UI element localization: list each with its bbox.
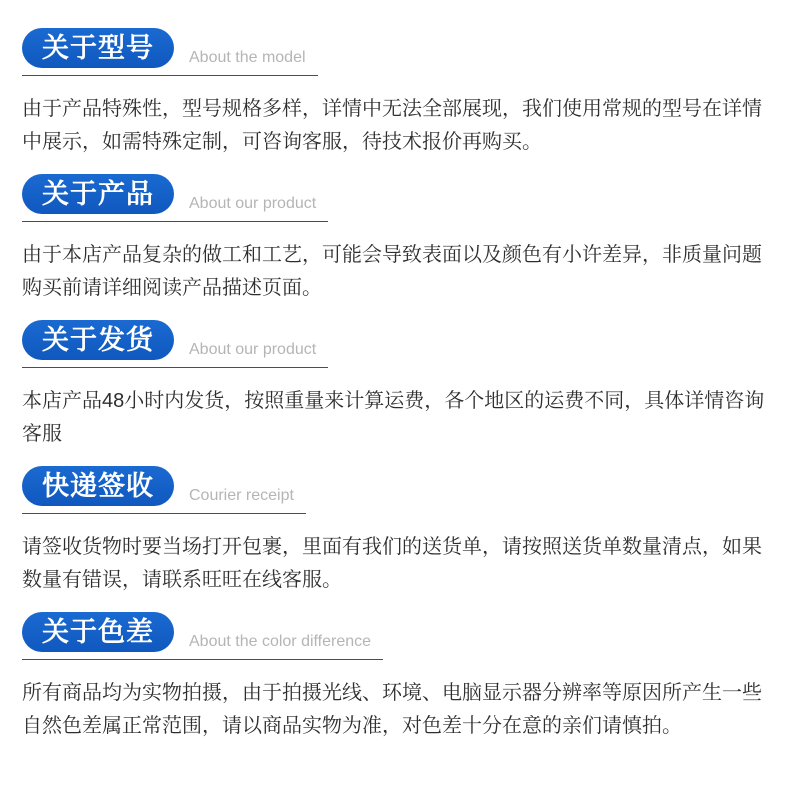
info-section <box>22 320 769 451</box>
notice-sections-container <box>22 28 769 743</box>
section-subtitle-en: About the color difference <box>189 633 372 650</box>
section-title-badge <box>22 466 174 506</box>
section-header <box>22 466 306 514</box>
section-body-text: 所有商品均为实物拍摄，由于拍摄光线、环境、电脑显示器分辨率等原因所产生一些自然色差属正常范围，请以商品实物为准，对色差十分在意的亲们请慎拍。 <box>22 682 762 737</box>
section-header <box>22 320 328 368</box>
section-subtitle-en: About our product <box>189 195 317 212</box>
section-subtitle-en: About our product <box>189 341 317 358</box>
info-section <box>22 174 769 305</box>
section-body-text: 请签收货物时要当场打开包裹，里面有我们的送货单，请按照送货单数量清点，如果数量有错误，请联系旺旺在线客服。 <box>22 536 762 591</box>
section-subtitle-en: Courier receipt <box>189 487 294 504</box>
section-title-badge <box>22 320 174 360</box>
section-body-text: 由于本店产品复杂的做工和工艺，可能会导致表面以及颜色有小许差异，非质量问题购买前请详细阅读产品描述页面。 <box>22 244 762 299</box>
info-section <box>22 28 769 159</box>
info-section <box>22 612 769 743</box>
section-title-label: 快递签收 <box>42 471 154 501</box>
section-subtitle-en: About the model <box>189 49 306 66</box>
section-title-label: 关于色差 <box>42 617 154 647</box>
section-title-badge <box>22 612 174 652</box>
section-header <box>22 612 383 660</box>
section-body-text: 由于产品特殊性，型号规格多样，详情中无法全部展现，我们使用常规的型号在详情中展示，如需特殊定制，可咨询客服，待技术报价再购买。 <box>22 98 762 153</box>
section-title-badge <box>22 174 174 214</box>
section-title-label: 关于发货 <box>42 325 154 355</box>
section-title-label: 关于型号 <box>42 33 154 63</box>
info-section <box>22 466 769 597</box>
section-title-badge <box>22 28 174 68</box>
section-header <box>22 28 318 76</box>
section-header <box>22 174 328 222</box>
section-title-label: 关于产品 <box>42 179 154 209</box>
section-body-text: 本店产品48小时内发货，按照重量来计算运费，各个地区的运费不同，具体详情咨询客服 <box>22 390 765 445</box>
